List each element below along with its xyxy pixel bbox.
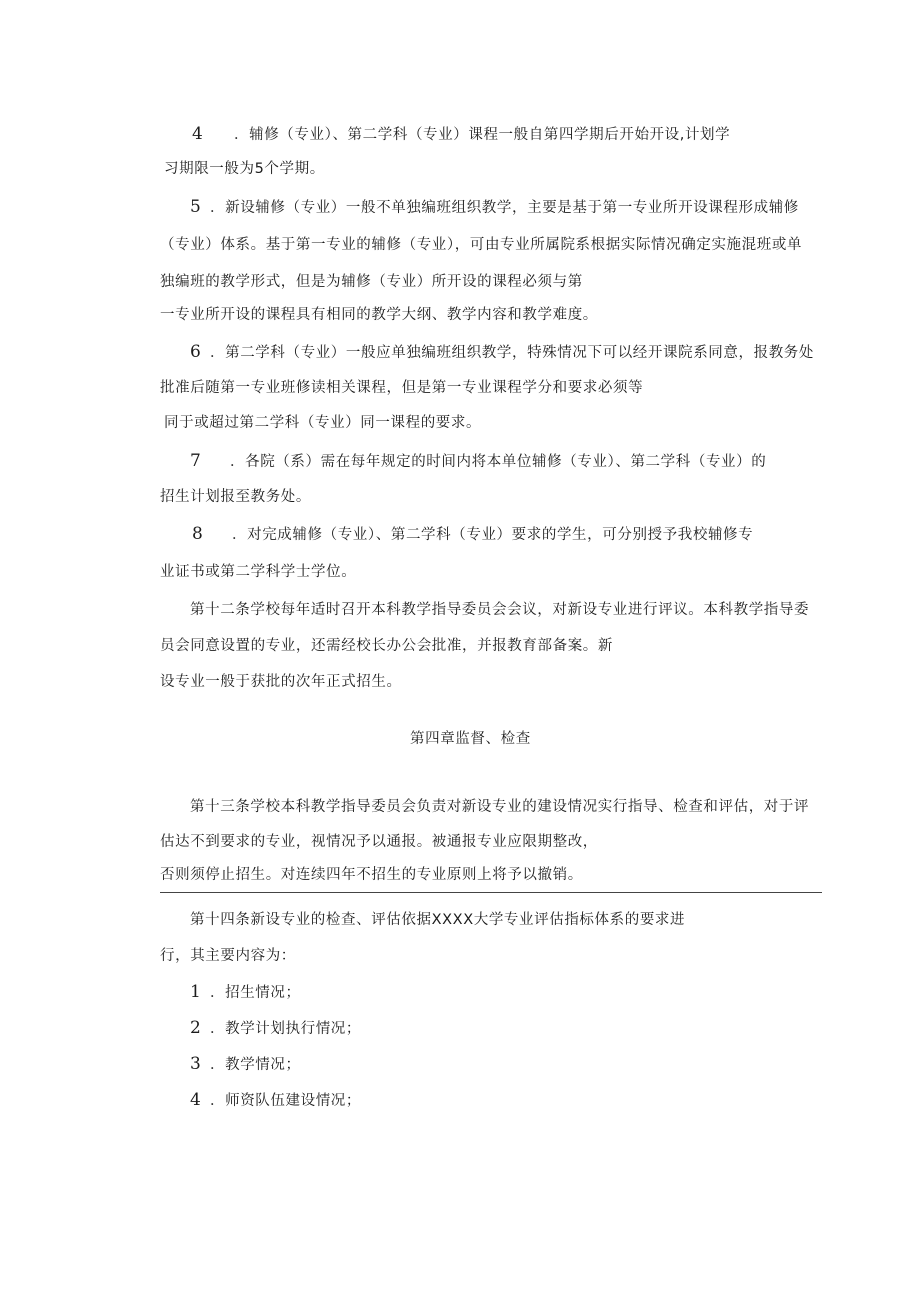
item-text: ．教学情况； (210, 1057, 301, 1073)
item-5-line-4: 一专业所开设的课程具有相同的教学大纲、教学内容和教学难度。 (160, 307, 598, 323)
item-text: ．辅修（专业）、第二学科（专业）课程一般自第四学期后开始开设,计划学 (234, 127, 731, 143)
article-12-line-2: 员会同意设置的专业，还需经校长办公会批准，并报教育部备案。新 (160, 638, 613, 654)
item-text: ．各院（系）需在每年规定的时间内将本单位辅修（专业）、第二学科（专业）的 (230, 454, 767, 470)
article-13-line-2: 估达不到要求的专业，视情况予以通报。被通报专业应限期整改， (160, 834, 598, 850)
item-text: ．对完成辅修（专业）、第二学科（专业）要求的学生，可分别授予我校辅修专 (232, 527, 754, 543)
article-14-line-2: 行，其主要内容为： (160, 948, 296, 964)
item-number: 4 (192, 124, 204, 144)
item-7-line-1 (190, 451, 766, 472)
item-number: 8 (192, 524, 204, 544)
item-number: 3 (190, 1054, 202, 1074)
item-number: 4 (190, 1090, 202, 1110)
item-6-line-2: 批准后随第一专业班修读相关课程，但是第一专业课程学分和要求必须等 (160, 380, 644, 396)
item-4-line-2: 习期限一般为5个学期。 (164, 161, 325, 177)
item-text: ．招生情况； (210, 985, 301, 1001)
article-12-line-3: 设专业一般于获批的次年正式招生。 (160, 674, 402, 690)
item-7-line-2: 招生计划报至教务处。 (160, 489, 311, 505)
chapter-heading: 第四章监督、检查 (410, 731, 531, 747)
item-8-line-1 (192, 524, 753, 545)
item-text: ．师资队伍建设情况； (210, 1093, 361, 1109)
item-number: 1 (190, 982, 202, 1002)
item-text: ．第二学科（专业）一般应单独编班组织教学，特殊情况下可以经开课院系同意，报教务处 (210, 345, 814, 361)
item-5-line-1 (190, 197, 799, 218)
eval-item-4 (190, 1090, 361, 1111)
item-number: 7 (190, 451, 202, 471)
item-number: 5 (190, 197, 202, 217)
item-text: ．教学计划执行情况； (210, 1021, 361, 1037)
article-13-line-1: 第十三条学校本科教学指导委员会负责对新设专业的建设情况实行指导、检查和评估，对于评 (190, 799, 810, 815)
eval-item-2 (190, 1018, 361, 1039)
item-5-line-2: （专业）体系。基于第一专业的辅修（专业），可由专业所属院系根据实际情况确定实施混班或单 (160, 237, 803, 253)
item-8-line-2: 业证书或第二学科学士学位。 (160, 564, 357, 580)
article-14-line-1: 第十四条新设专业的检查、评估依据XXXX大学专业评估指标体系的要求进 (190, 912, 686, 928)
item-number: 2 (190, 1018, 202, 1038)
item-5-line-3: 独编班的教学形式，但是为辅修（专业）所开设的课程必须与第 (160, 274, 583, 290)
item-6-line-1 (190, 342, 814, 363)
article-12-line-1: 第十二条学校每年适时召开本科教学指导委员会会议，对新设专业进行评议。本科教学指导委 (190, 602, 810, 618)
article-13-line-3: 否则须停止招生。对连续四年不招生的专业原则上将予以撤销。 (160, 867, 583, 883)
item-number: 6 (190, 342, 202, 362)
divider-line (160, 892, 822, 893)
item-6-line-3: 同于或超过第二学科（专业）同一课程的要求。 (164, 415, 482, 431)
eval-item-3 (190, 1054, 301, 1075)
item-4-line-1 (192, 124, 730, 145)
item-text: ．新设辅修（专业）一般不单独编班组织教学，主要是基于第一专业所开设课程形成辅修 (210, 200, 799, 216)
eval-item-1 (190, 982, 301, 1003)
